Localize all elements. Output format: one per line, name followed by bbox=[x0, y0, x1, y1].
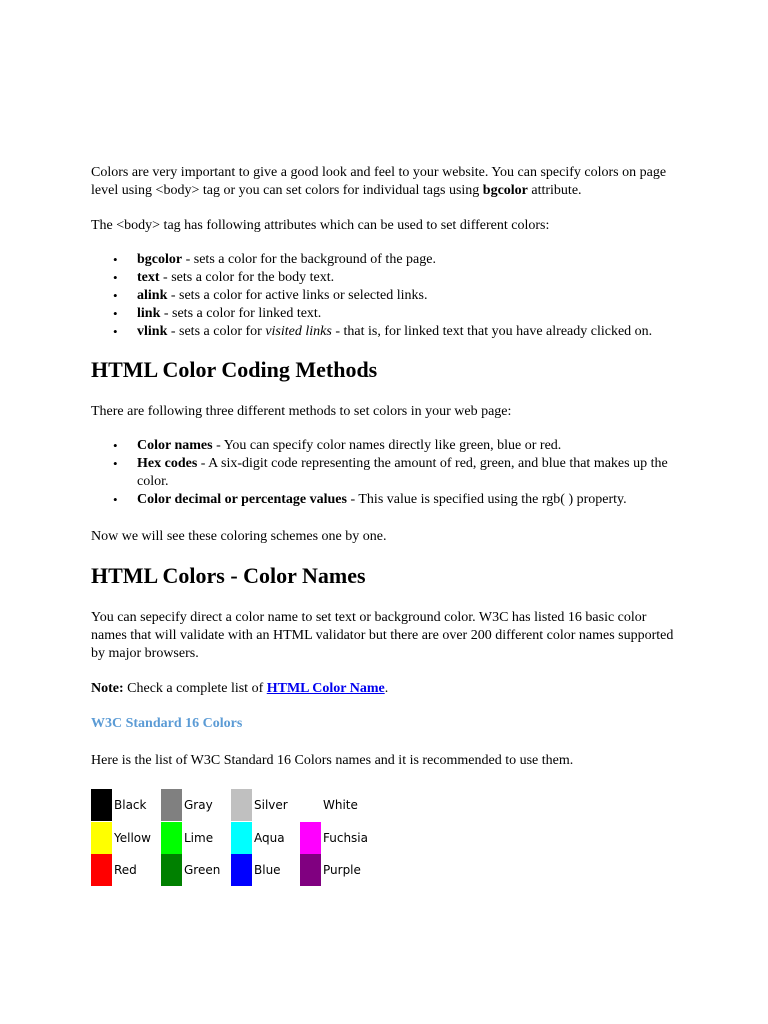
color-swatch bbox=[91, 789, 112, 821]
color-cell bbox=[161, 854, 231, 887]
intro-paragraph bbox=[91, 164, 681, 200]
color-swatch bbox=[300, 789, 321, 821]
method-desc: - This value is specified using the rgb( ) property. bbox=[346, 492, 627, 507]
note-label: Note: bbox=[91, 681, 124, 696]
color-swatch bbox=[161, 854, 182, 886]
method-desc: - A six-digit code representing the amount of red, green, and blue that makes up the color. bbox=[137, 456, 668, 489]
color-swatch bbox=[91, 854, 112, 886]
list-item bbox=[91, 437, 681, 455]
color-swatch bbox=[231, 854, 252, 886]
methods-outro-paragraph: Now we will see these coloring schemes one by one. bbox=[91, 529, 387, 544]
color-cell bbox=[300, 822, 375, 855]
color-name: White bbox=[323, 798, 358, 813]
body-tag-paragraph: The <body> tag has following attributes which can be used to set different colors: bbox=[91, 218, 550, 233]
color-cell bbox=[161, 822, 231, 855]
method-desc: - You can specify color names directly like green, blue or red. bbox=[212, 438, 562, 453]
color-cell bbox=[231, 854, 300, 887]
color-cell bbox=[300, 854, 375, 887]
color-name: Yellow bbox=[114, 830, 151, 845]
html-color-name-link[interactable]: HTML Color Name bbox=[266, 681, 385, 696]
attribute-term: vlink bbox=[137, 324, 168, 339]
attribute-desc: - sets a color for linked text. bbox=[160, 306, 322, 321]
color-name: Green bbox=[184, 863, 221, 878]
method-term: Hex codes bbox=[137, 456, 198, 471]
color-swatch bbox=[231, 822, 252, 854]
attribute-term: alink bbox=[137, 288, 168, 303]
section-heading-color-names: HTML Colors - Color Names bbox=[91, 563, 366, 588]
list-item bbox=[91, 455, 681, 491]
note-end: . bbox=[384, 681, 389, 696]
color-name: Lime bbox=[184, 830, 214, 845]
note-paragraph bbox=[91, 680, 681, 698]
attribute-desc: - sets a color for the background of the page. bbox=[182, 252, 436, 267]
attribute-desc: - that is, for linked text that you have already clicked on. bbox=[331, 324, 653, 339]
color-cell bbox=[231, 789, 300, 822]
methods-intro-paragraph: There are following three different methods to set colors in your web page: bbox=[91, 404, 512, 419]
list-item bbox=[91, 269, 681, 287]
color-name: Black bbox=[114, 798, 147, 813]
attribute-emphasis: visited links bbox=[265, 324, 332, 339]
list-item bbox=[91, 305, 681, 323]
list-item bbox=[91, 491, 681, 509]
color-name: Blue bbox=[254, 863, 281, 878]
color-names-intro-paragraph: You can sepecify direct a color name to set text or background color. W3C has listed 16 basic color names that will validate with an HTML validator but there are over 200 different color names supported by major browsers. bbox=[91, 610, 674, 661]
method-term: Color decimal or percentage values bbox=[137, 492, 347, 507]
intro-text: Colors are very important to give a good look and feel to your website. You can specify colors on page level using <body> tag or you can set colors for individual tags using bbox=[91, 165, 667, 198]
intro-bold-term: bgcolor bbox=[482, 183, 528, 198]
attribute-term: link bbox=[137, 306, 161, 321]
document-page bbox=[91, 164, 681, 887]
subheading-w3c-colors: W3C Standard 16 Colors bbox=[91, 716, 243, 731]
color-cell bbox=[91, 822, 161, 855]
attribute-desc: - sets a color for active links or selected links. bbox=[167, 288, 428, 303]
attribute-desc: - sets a color for bbox=[167, 324, 266, 339]
color-swatch bbox=[161, 822, 182, 854]
intro-text-end: attribute. bbox=[527, 183, 582, 198]
color-name: Silver bbox=[254, 798, 288, 813]
color-name: Fuchsia bbox=[323, 830, 368, 845]
color-swatch bbox=[300, 854, 321, 886]
color-swatch bbox=[231, 789, 252, 821]
color-cell bbox=[231, 822, 300, 855]
color-swatch bbox=[161, 789, 182, 821]
color-cell bbox=[161, 789, 231, 822]
color-name: Red bbox=[114, 863, 137, 878]
attribute-term: bgcolor bbox=[137, 252, 183, 267]
color-list-intro-paragraph: Here is the list of W3C Standard 16 Colors names and it is recommended to use them. bbox=[91, 753, 574, 768]
color-swatch bbox=[91, 822, 112, 854]
methods-list bbox=[91, 437, 681, 509]
color-cell bbox=[91, 789, 161, 822]
color-cell bbox=[91, 854, 161, 887]
list-item bbox=[91, 251, 681, 269]
color-name: Gray bbox=[184, 798, 213, 813]
list-item bbox=[91, 323, 681, 341]
color-name: Aqua bbox=[254, 830, 285, 845]
list-item bbox=[91, 287, 681, 305]
section-heading-coding-methods: HTML Color Coding Methods bbox=[91, 357, 378, 382]
attribute-list bbox=[91, 251, 681, 341]
attribute-term: text bbox=[137, 270, 160, 285]
color-name: Purple bbox=[323, 863, 361, 878]
color-swatch-table bbox=[91, 789, 375, 887]
method-term: Color names bbox=[137, 438, 213, 453]
color-cell bbox=[300, 789, 375, 822]
color-swatch bbox=[300, 822, 321, 854]
attribute-desc: - sets a color for the body text. bbox=[159, 270, 335, 285]
note-text: Check a complete list of bbox=[123, 681, 267, 696]
